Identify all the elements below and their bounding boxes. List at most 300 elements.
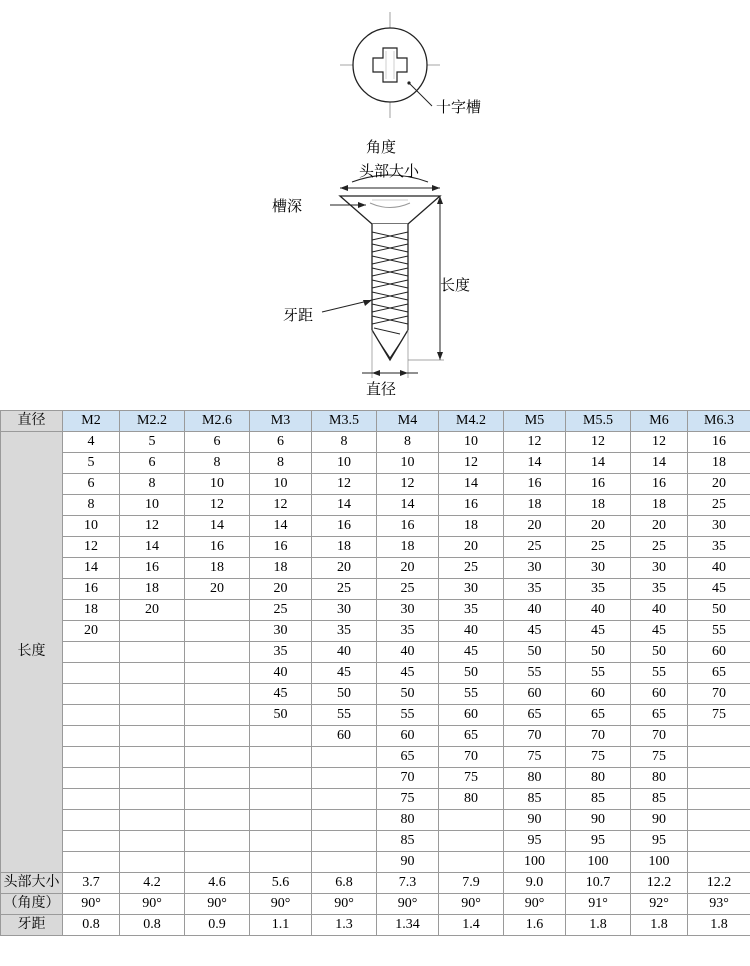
cell: 5.6 xyxy=(250,873,312,894)
cell: 50 xyxy=(566,642,631,663)
table-row xyxy=(1,768,750,789)
cell: 20 xyxy=(120,600,185,621)
table-row xyxy=(1,747,750,768)
cell: 10 xyxy=(377,453,439,474)
cell: 95 xyxy=(631,831,688,852)
cell xyxy=(250,768,312,789)
cell: 45 xyxy=(566,621,631,642)
cell: 18 xyxy=(63,600,120,621)
cell: 55 xyxy=(312,705,377,726)
cell: 1.8 xyxy=(688,915,750,936)
cell: 75 xyxy=(688,705,750,726)
cell: 20 xyxy=(688,474,750,495)
cell: 65 xyxy=(504,705,566,726)
cell xyxy=(185,621,250,642)
cell: 10 xyxy=(250,474,312,495)
cell: 60 xyxy=(312,726,377,747)
cell: 0.8 xyxy=(120,915,185,936)
cell: 100 xyxy=(566,852,631,873)
cell: 45 xyxy=(250,684,312,705)
header-size-m6: M6 xyxy=(631,411,688,432)
label-head-size: 头部大小 xyxy=(359,164,420,180)
cell: 95 xyxy=(566,831,631,852)
cell: 55 xyxy=(631,663,688,684)
cell: 18 xyxy=(312,537,377,558)
cell: 95 xyxy=(504,831,566,852)
table-row xyxy=(1,579,750,600)
cell: 25 xyxy=(566,537,631,558)
cell xyxy=(185,852,250,873)
cell xyxy=(439,831,504,852)
cell xyxy=(120,726,185,747)
cell xyxy=(250,831,312,852)
cell: 10 xyxy=(312,453,377,474)
cell: 55 xyxy=(377,705,439,726)
cell: 90° xyxy=(504,894,566,915)
cell: 1.4 xyxy=(439,915,504,936)
cell: 90 xyxy=(504,810,566,831)
cell: 90 xyxy=(377,852,439,873)
cell: 16 xyxy=(312,516,377,537)
label-slot-depth: 槽深 xyxy=(272,199,303,215)
cell: 65 xyxy=(688,663,750,684)
table-row xyxy=(1,432,750,453)
cell: 60 xyxy=(377,726,439,747)
cell: 45 xyxy=(439,642,504,663)
cell: 92° xyxy=(631,894,688,915)
cell: 20 xyxy=(63,621,120,642)
cell: 20 xyxy=(631,516,688,537)
cell: 12.2 xyxy=(631,873,688,894)
cell: 16 xyxy=(566,474,631,495)
header-size-m5: M5 xyxy=(504,411,566,432)
cell: 18 xyxy=(377,537,439,558)
cell xyxy=(250,852,312,873)
cell: 70 xyxy=(566,726,631,747)
cell: 3.7 xyxy=(63,873,120,894)
cell: 4.6 xyxy=(185,873,250,894)
cell: 35 xyxy=(439,600,504,621)
cell: 35 xyxy=(688,537,750,558)
cell: 1.34 xyxy=(377,915,439,936)
cell: 18 xyxy=(120,579,185,600)
cell: 75 xyxy=(504,747,566,768)
cell xyxy=(63,831,120,852)
cell: 12 xyxy=(377,474,439,495)
cell: 20 xyxy=(504,516,566,537)
cell: 16 xyxy=(185,537,250,558)
cell: 60 xyxy=(439,705,504,726)
table-row xyxy=(1,516,750,537)
cell: 65 xyxy=(377,747,439,768)
cell: 1.1 xyxy=(250,915,312,936)
cell: 8 xyxy=(185,453,250,474)
cell: 50 xyxy=(439,663,504,684)
cell: 30 xyxy=(631,558,688,579)
cell xyxy=(63,747,120,768)
table-row xyxy=(1,663,750,684)
cell xyxy=(63,768,120,789)
cell: 90° xyxy=(377,894,439,915)
cell: 30 xyxy=(439,579,504,600)
cell: 25 xyxy=(504,537,566,558)
cell xyxy=(185,747,250,768)
cell: 90° xyxy=(63,894,120,915)
cell: 14 xyxy=(185,516,250,537)
cell xyxy=(250,810,312,831)
header-size-m4-2: M4.2 xyxy=(439,411,504,432)
cell: 14 xyxy=(250,516,312,537)
cell: 25 xyxy=(377,579,439,600)
cell xyxy=(63,852,120,873)
cell: 90° xyxy=(439,894,504,915)
cell xyxy=(185,789,250,810)
cell xyxy=(63,810,120,831)
cell: 12 xyxy=(250,495,312,516)
cell xyxy=(312,810,377,831)
cell xyxy=(120,663,185,684)
table-row xyxy=(1,453,750,474)
cell: 18 xyxy=(185,558,250,579)
cell: 25 xyxy=(250,600,312,621)
cell xyxy=(312,747,377,768)
cell: 50 xyxy=(250,705,312,726)
header-size-m2-2: M2.2 xyxy=(120,411,185,432)
cell: 12 xyxy=(185,495,250,516)
cell: 93° xyxy=(688,894,750,915)
cell: 40 xyxy=(504,600,566,621)
cell xyxy=(185,684,250,705)
label-length: 长度 xyxy=(440,278,471,294)
header-size-m3: M3 xyxy=(250,411,312,432)
cell: 16 xyxy=(63,579,120,600)
table-row xyxy=(1,495,750,516)
cell: 20 xyxy=(312,558,377,579)
cell: 10 xyxy=(185,474,250,495)
cell: 30 xyxy=(504,558,566,579)
cell xyxy=(688,768,750,789)
cell: 16 xyxy=(120,558,185,579)
cell: 12 xyxy=(566,432,631,453)
cell: 60 xyxy=(688,642,750,663)
cell: 35 xyxy=(566,579,631,600)
cell: 100 xyxy=(631,852,688,873)
cell xyxy=(63,663,120,684)
cell: 1.6 xyxy=(504,915,566,936)
cell xyxy=(688,810,750,831)
cell: 8 xyxy=(250,453,312,474)
cell: 40 xyxy=(688,558,750,579)
table-row xyxy=(1,684,750,705)
cell: 45 xyxy=(631,621,688,642)
cross-head-topview xyxy=(340,12,440,118)
table-row xyxy=(1,621,750,642)
cell: 75 xyxy=(631,747,688,768)
cell: 45 xyxy=(377,663,439,684)
cell: 16 xyxy=(250,537,312,558)
cell xyxy=(120,621,185,642)
cell: 18 xyxy=(688,453,750,474)
cell: 45 xyxy=(312,663,377,684)
cell xyxy=(250,726,312,747)
cell xyxy=(185,705,250,726)
cell: 25 xyxy=(688,495,750,516)
cell: 4.2 xyxy=(120,873,185,894)
cell xyxy=(185,810,250,831)
cell: 12 xyxy=(439,453,504,474)
cell: 5 xyxy=(63,453,120,474)
table-row xyxy=(1,537,750,558)
cell: 90° xyxy=(185,894,250,915)
cell: 45 xyxy=(504,621,566,642)
cell xyxy=(688,789,750,810)
cell: 6 xyxy=(63,474,120,495)
cell: 12 xyxy=(63,537,120,558)
row-label-head-size: 头部大小 xyxy=(1,873,63,894)
cell: 14 xyxy=(312,495,377,516)
label-diameter: 直径 xyxy=(366,382,397,398)
cell xyxy=(688,852,750,873)
label-pitch: 牙距 xyxy=(283,308,314,324)
cell xyxy=(688,747,750,768)
cell: 90° xyxy=(250,894,312,915)
cell: 35 xyxy=(250,642,312,663)
cell xyxy=(312,831,377,852)
cell xyxy=(120,810,185,831)
cell: 16 xyxy=(688,432,750,453)
cell: 20 xyxy=(377,558,439,579)
cell xyxy=(185,831,250,852)
cell: 20 xyxy=(250,579,312,600)
cell: 45 xyxy=(688,579,750,600)
cell: 18 xyxy=(504,495,566,516)
cell: 30 xyxy=(312,600,377,621)
cell: 55 xyxy=(688,621,750,642)
cell xyxy=(250,789,312,810)
cell: 75 xyxy=(439,768,504,789)
cell: 70 xyxy=(688,684,750,705)
cell: 0.9 xyxy=(185,915,250,936)
cell xyxy=(185,726,250,747)
cell: 6 xyxy=(120,453,185,474)
table-row xyxy=(1,600,750,621)
cell: 30 xyxy=(377,600,439,621)
header-size-m6-3: M6.3 xyxy=(688,411,750,432)
cell: 25 xyxy=(312,579,377,600)
cell: 90° xyxy=(312,894,377,915)
cell: 50 xyxy=(504,642,566,663)
table-row xyxy=(1,852,750,873)
cell: 80 xyxy=(566,768,631,789)
table-header-row xyxy=(1,411,750,432)
table-row xyxy=(1,705,750,726)
cell xyxy=(439,852,504,873)
cell: 12 xyxy=(504,432,566,453)
cell xyxy=(185,642,250,663)
cell: 90 xyxy=(631,810,688,831)
cell xyxy=(120,684,185,705)
cell: 8 xyxy=(312,432,377,453)
header-diameter: 直径 xyxy=(1,411,63,432)
cell xyxy=(120,768,185,789)
cell: 1.8 xyxy=(566,915,631,936)
cell: 55 xyxy=(439,684,504,705)
table-row xyxy=(1,642,750,663)
cell: 20 xyxy=(566,516,631,537)
table-row-pitch xyxy=(1,915,750,936)
cell: 16 xyxy=(377,516,439,537)
cell: 50 xyxy=(631,642,688,663)
cell: 4 xyxy=(63,432,120,453)
header-size-m2: M2 xyxy=(63,411,120,432)
table-row-angle xyxy=(1,894,750,915)
cell: 0.8 xyxy=(63,915,120,936)
cell: 85 xyxy=(566,789,631,810)
cell: 14 xyxy=(377,495,439,516)
cell: 80 xyxy=(377,810,439,831)
cell: 85 xyxy=(631,789,688,810)
cell: 30 xyxy=(250,621,312,642)
screw-diagram xyxy=(0,0,750,410)
cell: 25 xyxy=(439,558,504,579)
cell: 7.3 xyxy=(377,873,439,894)
cell: 90 xyxy=(566,810,631,831)
cell: 1.8 xyxy=(631,915,688,936)
cell: 35 xyxy=(631,579,688,600)
cell: 8 xyxy=(377,432,439,453)
cell xyxy=(120,789,185,810)
cell xyxy=(250,747,312,768)
cell: 40 xyxy=(312,642,377,663)
cell xyxy=(185,663,250,684)
cell: 40 xyxy=(566,600,631,621)
cell: 60 xyxy=(566,684,631,705)
cell xyxy=(312,852,377,873)
cell: 75 xyxy=(377,789,439,810)
cell: 50 xyxy=(377,684,439,705)
row-label-angle: （角度） xyxy=(1,894,63,915)
cell: 75 xyxy=(566,747,631,768)
cell: 30 xyxy=(688,516,750,537)
cell: 85 xyxy=(504,789,566,810)
cell: 6 xyxy=(185,432,250,453)
cell: 14 xyxy=(120,537,185,558)
cell: 20 xyxy=(439,537,504,558)
cell: 35 xyxy=(504,579,566,600)
table-row xyxy=(1,789,750,810)
cell: 14 xyxy=(631,453,688,474)
label-angle: 角度 xyxy=(366,140,397,156)
cell: 18 xyxy=(631,495,688,516)
cell: 60 xyxy=(504,684,566,705)
cell: 65 xyxy=(439,726,504,747)
cell xyxy=(312,768,377,789)
table-row-head-size xyxy=(1,873,750,894)
cell: 65 xyxy=(631,705,688,726)
cell: 70 xyxy=(439,747,504,768)
cell: 6 xyxy=(250,432,312,453)
cell xyxy=(185,600,250,621)
cell xyxy=(688,831,750,852)
cell: 9.0 xyxy=(504,873,566,894)
cell xyxy=(63,684,120,705)
cell: 85 xyxy=(377,831,439,852)
cell xyxy=(120,831,185,852)
header-size-m4: M4 xyxy=(377,411,439,432)
row-label-pitch: 牙距 xyxy=(1,915,63,936)
cell: 100 xyxy=(504,852,566,873)
cell: 40 xyxy=(377,642,439,663)
cell xyxy=(120,747,185,768)
cell: 14 xyxy=(566,453,631,474)
cell: 35 xyxy=(312,621,377,642)
cell: 30 xyxy=(566,558,631,579)
cell: 70 xyxy=(504,726,566,747)
cell: 60 xyxy=(631,684,688,705)
table-row xyxy=(1,726,750,747)
cell: 12 xyxy=(312,474,377,495)
cell xyxy=(120,852,185,873)
cell: 12.2 xyxy=(688,873,750,894)
cell xyxy=(688,726,750,747)
cell: 6.8 xyxy=(312,873,377,894)
header-size-m5-5: M5.5 xyxy=(566,411,631,432)
cell: 8 xyxy=(120,474,185,495)
screw-side-view xyxy=(322,175,444,378)
cell: 14 xyxy=(63,558,120,579)
cell: 5 xyxy=(120,432,185,453)
cell: 16 xyxy=(631,474,688,495)
cell: 14 xyxy=(439,474,504,495)
cell: 80 xyxy=(631,768,688,789)
cell: 50 xyxy=(312,684,377,705)
cell: 16 xyxy=(504,474,566,495)
cell: 12 xyxy=(631,432,688,453)
cell: 55 xyxy=(566,663,631,684)
table-row xyxy=(1,810,750,831)
cell: 35 xyxy=(377,621,439,642)
cell: 70 xyxy=(631,726,688,747)
cell: 55 xyxy=(504,663,566,684)
spec-table xyxy=(0,410,750,936)
cell: 80 xyxy=(504,768,566,789)
cell: 12 xyxy=(120,516,185,537)
cell xyxy=(120,705,185,726)
row-label-length: 长度 xyxy=(1,432,63,873)
cell xyxy=(63,726,120,747)
cell: 10 xyxy=(120,495,185,516)
cell: 70 xyxy=(377,768,439,789)
cell: 90° xyxy=(120,894,185,915)
cell: 91° xyxy=(566,894,631,915)
cell: 18 xyxy=(250,558,312,579)
cell: 10 xyxy=(439,432,504,453)
table-row xyxy=(1,558,750,579)
cell: 8 xyxy=(63,495,120,516)
label-cross-slot: 十字槽 xyxy=(436,100,482,116)
cell: 40 xyxy=(250,663,312,684)
cell: 10.7 xyxy=(566,873,631,894)
cell: 1.3 xyxy=(312,915,377,936)
cell xyxy=(312,789,377,810)
cell xyxy=(185,768,250,789)
cell: 40 xyxy=(439,621,504,642)
cell: 7.9 xyxy=(439,873,504,894)
cell xyxy=(63,789,120,810)
cell xyxy=(63,642,120,663)
cell: 18 xyxy=(439,516,504,537)
cell: 18 xyxy=(566,495,631,516)
